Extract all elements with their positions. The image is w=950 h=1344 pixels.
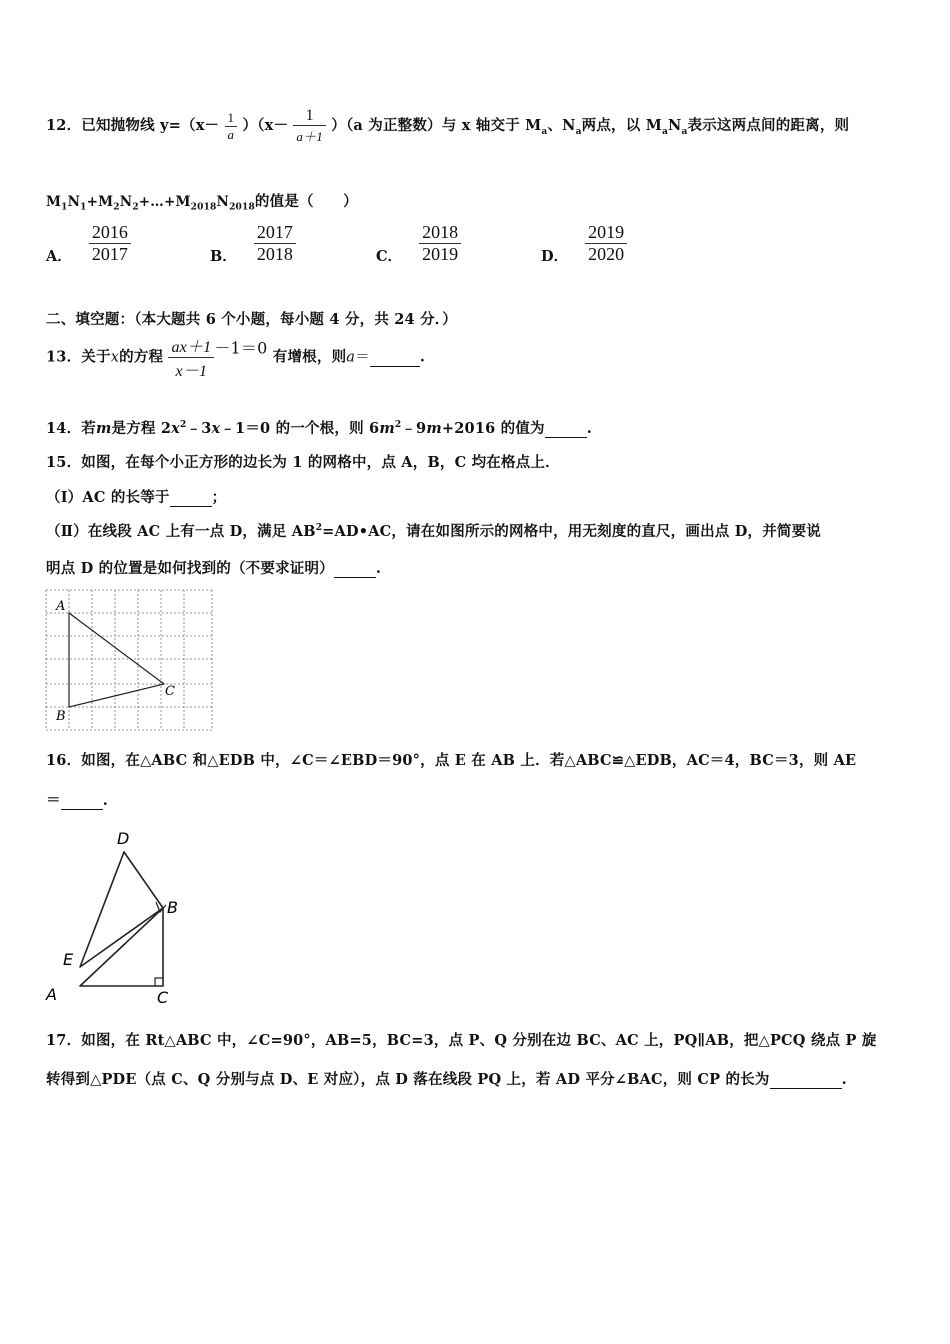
q15-label-a: A xyxy=(56,599,66,614)
q12-text-a: 已知抛物线 y=（x－ xyxy=(81,117,220,134)
q16-label-b: B xyxy=(167,898,178,917)
q17-answer-blank[interactable] xyxy=(770,1071,842,1089)
q15-grid-figure xyxy=(44,588,216,734)
q15-answer-blank-1[interactable] xyxy=(170,489,212,507)
q16-label-e: E xyxy=(63,950,74,969)
q17-line2: 转得到△PDE（点 C、Q 分别与点 D、E 对应），点 D 落在线段 PQ 上，若 AD 平分∠BAC，则 CP 的长为 . xyxy=(46,1071,847,1088)
q17-line1: 17．如图，在 Rt△ABC 中，∠C=90°，AB=5，BC=3，点 P、Q 分别在边 BC、AC 上，PQ∥AB，把△PCQ 绕点 P 旋 xyxy=(46,1032,877,1049)
q13-line: 13．关于x的方程 $\frac{ax+1}{x-1}$ －1＝0 有增根，则a＝ . xyxy=(46,334,425,381)
q16-line1: 16．如图，在△ABC 和△EDB 中，∠C＝∠EBD＝90°，点 E 在 AB 上．若△ABC≌△EDB，AC＝4，BC＝3，则 AE xyxy=(46,752,857,769)
q15-label-b: B xyxy=(56,709,66,724)
q12-option-a: A． $\frac{2016}{2017}$ xyxy=(46,222,131,265)
q14-answer-blank[interactable] xyxy=(545,420,587,438)
q16-triangle-figure xyxy=(40,820,200,1010)
q12-option-d: D． $\frac{2019}{2020}$ xyxy=(541,222,627,265)
q12-line2: $M_1N_1+M_2N_2+\dots+M_{2018}N_{2018}$的值是（ ） xyxy=(46,193,358,213)
q13-fraction: $\frac{ax+1}{x-1}$ xyxy=(168,334,214,381)
q15-part1: （Ⅰ）AC 的长等于 ； xyxy=(46,489,227,506)
q15-part2-line1: （Ⅱ）在线段 AC 上有一点 D，满足 $AB^2=AD•AC$，请在如图所示的网格中，用无刻度的直尺，画出点 D，并简要说 xyxy=(46,523,822,540)
section-heading: 二、填空题：（本大题共 6 个小题，每小题 4 分，共 24 分．） xyxy=(46,311,457,328)
q15-part2-line2: 明点 D 的位置是如何找到的（不要求证明） . xyxy=(46,560,382,577)
q12-question-text: 的值是（ ） xyxy=(254,193,358,210)
q15-label-c: C xyxy=(165,684,175,699)
q16-label-c: C xyxy=(157,988,169,1007)
q16-line2: ＝ . xyxy=(46,792,108,809)
q12-text-c: ）（a 为正整数）与 x 轴交于 M xyxy=(331,117,542,134)
q12-fraction-2: $\frac{1}{a+1}$ xyxy=(293,107,326,145)
q12-fraction-1: $\frac{1}{a}$ xyxy=(225,110,238,143)
q16-label-d: D xyxy=(117,829,130,848)
q12-option-b: B． $\frac{2017}{2018}$ xyxy=(210,222,296,265)
q12-text-b: ）（x－ xyxy=(242,117,289,134)
q13-answer-blank[interactable] xyxy=(370,349,420,367)
q15-answer-blank-2[interactable] xyxy=(334,560,376,578)
q15-line1: 15．如图，在每个小正方形的边长为 1 的网格中，点 A，B，C 均在格点上． xyxy=(46,454,560,471)
q12-text-g: 表示这两点间的距离，则 xyxy=(687,117,850,134)
q12-option-c: C． $\frac{2018}{2019}$ xyxy=(376,222,461,265)
q12-number: 12． xyxy=(46,117,82,134)
q12-line1: 12．已知抛物线 y=（x－ $\frac{1}{a}$ ）（x－ $\frac{1}{a+1}$ ）（a 为正整数）与 x 轴交于 $M_a$、$N_a$两点，以 $M_aN_a$表示这两点间的距离，则 xyxy=(46,107,850,144)
q16-answer-blank[interactable] xyxy=(61,792,103,810)
q14-line: 14．若m是方程 $2x^2﹣3x﹣1=0$ 的一个根，则 $6m^2﹣9m+2016$ 的值为 . xyxy=(46,420,592,437)
q16-label-a: A xyxy=(46,985,57,1004)
